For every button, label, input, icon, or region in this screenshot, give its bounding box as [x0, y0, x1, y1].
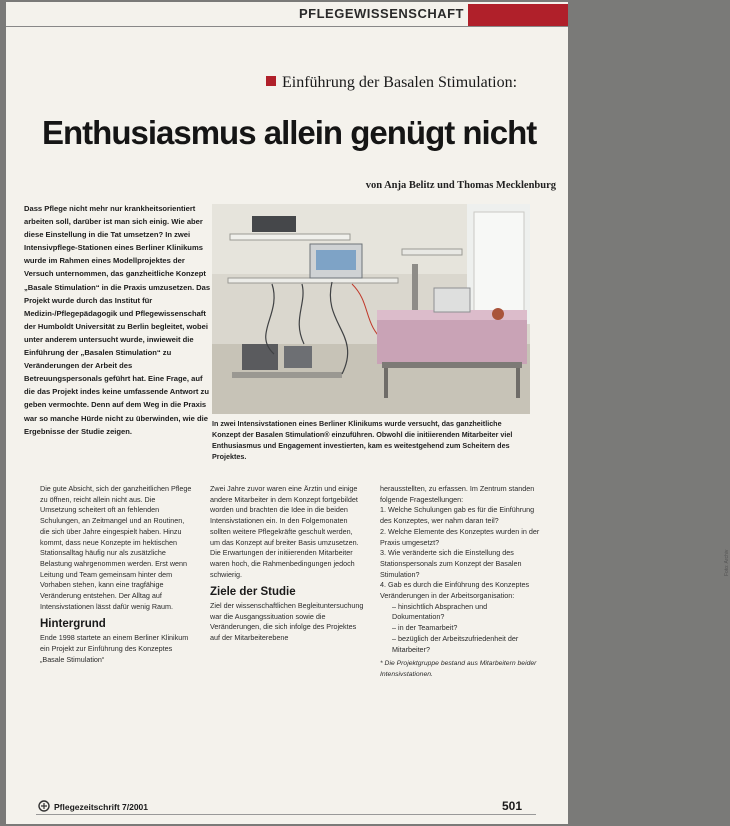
section-color-bar — [468, 4, 568, 26]
section-header — [6, 4, 568, 26]
square-bullet-icon — [266, 76, 276, 86]
kicker-text: Einführung der Basalen Stimulation: — [282, 74, 518, 91]
footer-journal-name: Pflegezeitschrift 7/2001 — [54, 802, 149, 812]
body-paragraph: Ziel der wissenschaftlichen Begleituntersuchung war die Ausgangssituation sowie die Veränderungen, die sich infolge des Projektes auf der Mitarbeiterebene — [210, 601, 364, 643]
sub-question-list — [380, 602, 540, 656]
text-column-1 — [40, 484, 192, 665]
page-number: 501 — [502, 799, 523, 813]
article-headline: Enthusiasmus allein genügt nicht — [42, 114, 537, 151]
question-list — [380, 505, 540, 601]
sub-question-item: – in der Teamarbeit? — [392, 623, 458, 633]
body-paragraph: herausstellten, zu erfassen. Im Zentrum standen folgende Fragestellungen: — [380, 484, 535, 504]
question-item: 2. Welche Elemente des Konzeptes wurden in der Praxis umgesetzt? — [380, 526, 540, 547]
intensive-care-room-illustration — [212, 204, 530, 414]
subheading-hintergrund: Hintergrund — [40, 618, 106, 631]
body-paragraph: Ende 1998 startete an einem Berliner Klinikum ein Projekt zur Einführung des Konzeptes „Basale Stimulation“ — [40, 633, 189, 664]
section-rule — [6, 26, 568, 27]
sub-question-item: – hinsichtlich Absprachen und Dokumentation? — [392, 601, 488, 622]
photo-caption: In zwei Intensivstationen eines Berliner Klinikums wurde versucht, das ganzheitliche Konzept der Basalen Stimulation® einzuführen. Obwohl die initiierenden Mitarbeiter viel Enthusiasmus und Engagement investierten, kam es weitestgehend zum Scheitern des Projektes. — [212, 419, 513, 461]
article-intro: Dass Pflege nicht mehr nur krankheitsorientiert arbeiten soll, darüber ist man sich einig. Wie aber diese Einstellung in die Tat umsetzen? In zwei Intensivpflege-Stationen eines Berliner Klinikums wurde im Rahmen eines Modellprojektes der Versuch unternommen, das ganzheitliche Konzept „Basale Stimulation“ in die Praxis umzusetzen. Das Projekt wurde durch das Institut für Medizin-/Pflegepädagogik und Pflegewissenschaft der Humboldt Universität zu Berlin begleitet, wobei unter anderem untersucht wurde, inwieweit die Einführung der „Basalen Stimulation“ zu Veränderungen der Arbeit des Betreuungspersonals geführt hat. Eine Frage, auf die das Projekt indes keine umfassende Antwort zu geben vermochte. Denn auf dem Weg in die Praxis war so manche Hürde nicht zu überwinden, wie die Ergebnisse der Studie zeigen. — [24, 204, 211, 436]
section-label: PFLEGEWISSENSCHAFT — [298, 6, 464, 21]
magazine-page — [6, 2, 730, 824]
sub-question-item: – bezüglich der Arbeitszufriedenheit der Mitarbeiter? — [392, 633, 519, 654]
question-item: 3. Wie veränderte sich die Einstellung des Stationspersonals zum Konzept der Basalen Stimulation? — [380, 548, 522, 579]
text-column-3 — [380, 484, 540, 681]
journal-logo-icon — [38, 800, 50, 812]
question-item: 1. Welche Schulungen gab es für die Einführung des Konzeptes, wer nahm daran teil? — [380, 505, 535, 526]
question-item: 4. Gab es durch die Einführung des Konzeptes Veränderungen in der Arbeitsorganisation: — [380, 580, 530, 601]
footnote: * Die Projektgruppe bestand aus Mitarbeitern beider Intensivstationen. — [380, 660, 537, 678]
photo-credit: Foto: Archiv — [724, 549, 730, 576]
footer-rule — [36, 814, 536, 815]
article-byline: von Anja Belitz und Thomas Mecklenburg — [365, 180, 556, 191]
body-paragraph: Die gute Absicht, sich der ganzheitlichen Pflege zu öffnen, reicht allein nicht aus. Die Umsetzung scheitert oft an fehlenden Schulungen, an Zeitmangel und an Routinen, die sich über Jahre eingespielt haben. Hinzu kommt, dass neue Konzepte im hektischen Stationsalltag häufig nur als zusätzliche Belastung wahrgenommen werden. Erst wenn Leitung und Team gemeinsam hinter dem Vorhaben stehen, kann eine tragfähige Veränderung entstehen. Der Alltag auf Intensivstationen lässt dafür wenig Raum. — [40, 484, 192, 611]
body-paragraph: Zwei Jahre zuvor waren eine Ärztin und einige andere Mitarbeiter in dem Konzept fortgebildet worden und brachten die Idee in die beiden Intensivstationen ein. In den Folgemonaten sollten weitere Pflegekräfte geschult werden, um das Konzept auf breiter Basis umzusetzen. Die Erwartungen der initiierenden Mitarbeiter waren hoch, die Rahmenbedingungen jedoch schwierig. — [210, 484, 359, 579]
article-kicker — [266, 74, 566, 92]
subheading-ziele: Ziele der Studie — [210, 586, 296, 599]
text-column-2 — [210, 484, 364, 644]
